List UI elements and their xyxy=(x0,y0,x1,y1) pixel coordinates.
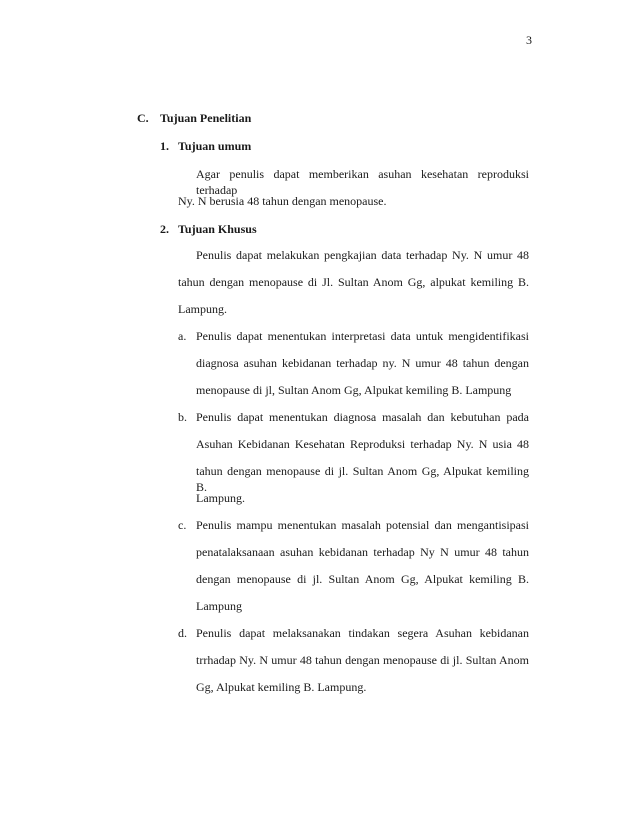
item-a-line: Penulis dapat menentukan interpretasi data untuk mengidentifikasi xyxy=(196,329,529,343)
section-marker: C. xyxy=(137,111,149,125)
item-b-marker: b. xyxy=(178,410,187,424)
general-paragraph-line: Ny. N berusia 48 tahun dengan menopause. xyxy=(178,194,387,208)
item-a-line: menopause di jl, Sultan Anom Gg, Alpukat kemiling B. Lampung xyxy=(196,383,512,397)
item-b-line: Penulis dapat menentukan diagnosa masalah dan kebutuhan pada xyxy=(196,410,529,424)
item-c-line: penatalaksanaan asuhan kebidanan terhadap Ny N umur 48 tahun xyxy=(196,545,529,559)
item-c-marker: c. xyxy=(178,518,187,532)
specific-marker: 2. xyxy=(160,222,169,236)
specific-intro-line: Lampung. xyxy=(178,302,227,316)
item-b-line: tahun dengan menopause di jl. Sultan Anom Gg, Alpukat kemiling B. xyxy=(196,464,529,494)
item-d-marker: d. xyxy=(178,626,187,640)
section-heading: Tujuan Penelitian xyxy=(160,111,252,125)
item-b-line: Asuhan Kebidanan Kesehatan Reproduksi terhadap Ny. N usia 48 xyxy=(196,437,529,451)
item-d-line: trrhadap Ny. N umur 48 tahun dengan menopause di jl. Sultan Anom xyxy=(196,653,529,667)
general-heading: Tujuan umum xyxy=(178,139,252,153)
page-number: 3 xyxy=(526,33,532,47)
specific-intro-line: Penulis dapat melakukan pengkajian data terhadap Ny. N umur 48 xyxy=(196,248,529,262)
item-b-line: Lampung. xyxy=(196,491,245,505)
item-c-line: dengan menopause di jl. Sultan Anom Gg, Alpukat kemiling B. xyxy=(196,572,529,586)
general-paragraph-line: Agar penulis dapat memberikan asuhan kesehatan reproduksi terhadap xyxy=(196,167,529,197)
item-a-line: diagnosa asuhan kebidanan terhadap ny. N umur 48 tahun dengan xyxy=(196,356,529,370)
general-marker: 1. xyxy=(160,139,169,153)
item-c-line: Lampung xyxy=(196,599,242,613)
item-d-line: Gg, Alpukat kemiling B. Lampung. xyxy=(196,680,367,694)
specific-intro-line: tahun dengan menopause di Jl. Sultan Anom Gg, alpukat kemiling B. xyxy=(178,275,529,289)
item-c-line: Penulis mampu menentukan masalah potensial dan mengantisipasi xyxy=(196,518,529,532)
item-d-line: Penulis dapat melaksanakan tindakan segera Asuhan kebidanan xyxy=(196,626,529,640)
item-a-marker: a. xyxy=(178,329,187,343)
specific-heading: Tujuan Khusus xyxy=(178,222,257,236)
